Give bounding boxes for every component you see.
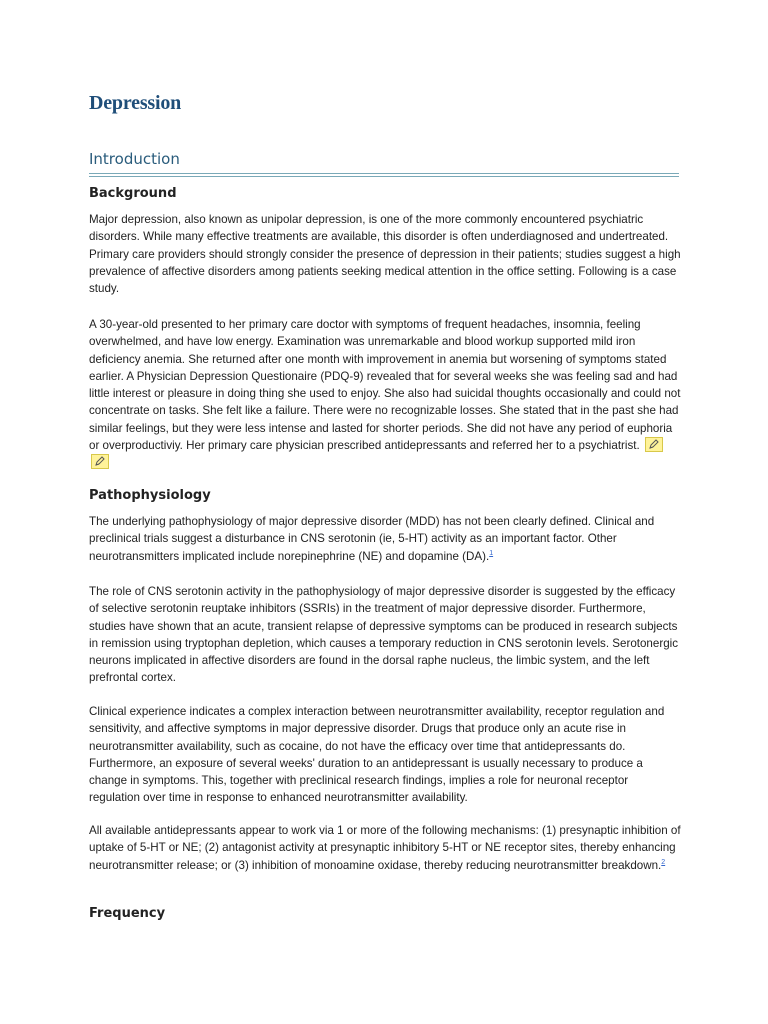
heading-pathophysiology: Pathophysiology	[89, 488, 211, 503]
section-title-introduction: Introduction	[89, 150, 180, 168]
paragraph-pathophysiology-4-text: All available antidepressants appear to work via 1 or more of the following mechanisms: (1) presynaptic inhibition of uptake of 5-HT or NE; (2) antagonist activity at presynaptic inhibitory 5-HT or NE receptor sites, thereby enhancing neurotransmitter release; or (3) inhibition of monoamine oxidase, thereby reducing neurotransmitter breakdown.	[89, 824, 681, 872]
paragraph-background-1: Major depression, also known as unipolar depression, is one of the more commonly encountered psychiatric disorders. While many effective treatments are available, this disorder is often underdiagnosed and undertreated. Primary care providers should strongly consider the presence of depression in their patients; studies suggest a high prevalence of affective disorders among patients seeking medical attention in the office setting. Following is a case study.	[89, 213, 681, 296]
reference-link[interactable]: 2	[661, 858, 666, 866]
paragraph-case-study-text: A 30-year-old presented to her primary care doctor with symptoms of frequent headaches, insomnia, feeling overwhelmed, and have low energy. Examination was unremarkable and blood workup supported mild iron deficiency anemia. She returned after one month with improvement in anemia but worsening of symptoms stated earlier. A Physician Depression Questionaire (PDQ-9) revealed that for several weeks she was feeling sad and had little interest or pleasure in doing thing she used to enjoy. She also had suicidal thoughts occasionally and could not concentrate on tasks. She felt like a failure. There were no recognizable losses. She stated that in the past she had similar feelings, but they were less intense and lasted for shorter periods. She did not have any period of euphoria or overproductiviy. Her primary care physician prescribed antidepressants and referred her to a psychiatrist.	[89, 318, 681, 453]
section-divider	[89, 173, 679, 177]
reference-link[interactable]: 1	[489, 549, 494, 557]
edit-comment-icon[interactable]	[645, 437, 663, 452]
heading-background: Background	[89, 186, 177, 201]
paragraph-pathophysiology-2: The role of CNS serotonin activity in the pathophysiology of major depressive disorder is suggested by the efficacy of selective serotonin reuptake inhibitors (SSRIs) in the treatment of major depressive disorder. Furthermore, studies have shown that an acute, transient relapse of depressive symptoms can be produced in research subjects in remission using tryptophan depletion, which causes a temporary reduction in CNS serotonin levels. Serotonergic neurons implicated in affective disorders are found in the dorsal raphe nucleus, the limbic system, and the left prefrontal cortex.	[89, 585, 679, 685]
edit-comment-icon[interactable]	[91, 454, 109, 469]
paragraph-pathophysiology-1	[89, 513, 681, 565]
paragraph-pathophysiology-1-text: The underlying pathophysiology of major depressive disorder (MDD) has not been clearly defined. Clinical and preclinical trials suggest a disturbance in CNS serotonin (ie, 5-HT) activity as an important factor. Other neurotransmitters implicated include norepinephrine (NE) and dopamine (DA).	[89, 515, 655, 563]
paragraph-pathophysiology-4	[89, 822, 681, 874]
page-title: Depression	[89, 92, 182, 114]
paragraph-pathophysiology-3: Clinical experience indicates a complex interaction between neurotransmitter availability, receptor regulation and sensitivity, and affective symptoms in major depressive disorder. Drugs that produce only an acute rise in neurotransmitter availability, such as cocaine, do not have the efficacy over time that antidepressants do. Furthermore, an exposure of several weeks' duration to an antidepressant is usually necessary to produce a change in symptoms. This, together with preclinical research findings, implies a role for neuronal receptor regulation over time in response to enhanced neurotransmitter availability.	[89, 705, 665, 805]
heading-frequency: Frequency	[89, 906, 166, 921]
paragraph-case-study	[89, 316, 681, 472]
